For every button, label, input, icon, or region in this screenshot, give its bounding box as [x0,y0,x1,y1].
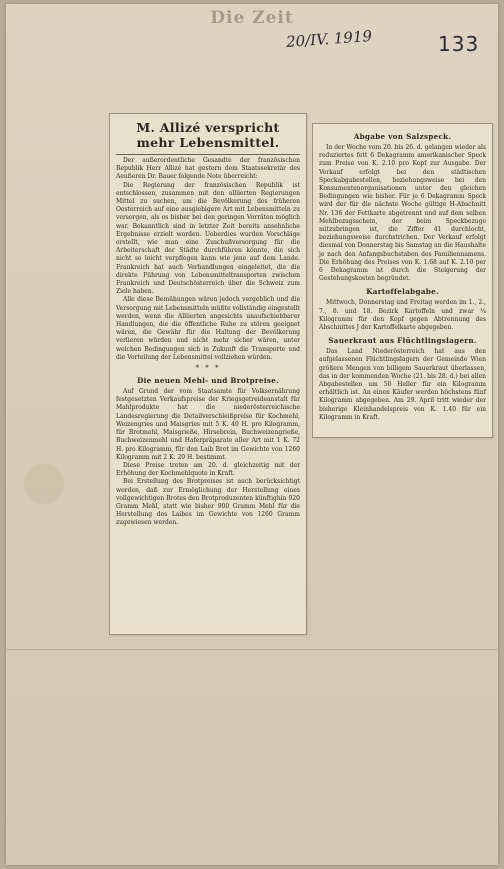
subheading: Abgabe von Salzspeck. [353,132,452,141]
article-paragraph: Diese Preise treten am 20. d. gleichzeitig mit der Erhöhung der Kochmehlquote in Kraft. [116,461,300,478]
paper-fold [6,649,498,650]
article-paragraph: Mittwoch, Donnerstag und Freitag werden im 1., 2., 7., 8. und 18. Bezirk Kartoffeln und zwar ¼ Kilogramm für den Kopf gegen Abtrennung des Abschnittes J der Kartoffelkarte abgegeben. [319,299,486,332]
paper-stain [24,464,64,504]
newspaper-masthead: Die Zeit [210,8,294,28]
handwritten-date: 20/IV. 1919 [285,27,373,51]
section-separator: * * * [195,364,221,373]
handwritten-number: 133 [438,32,480,56]
article-paragraph: Das Land Niederösterreich hat aus den aufgelassenen Flüchtlingslagern der Gemeinde Wien größere Mengen von billigem Sauerkraut überlassen, das in der kommenden Woche (21. bis 28. d.) bei allen Abgabestellen um 50 Heller für ein Kilogramm erhältlich ist. An einen Käufer werden höchstens fünf Kilogramm abgegeben. Am 29. April tritt wieder der bisherige Kleinhandelspreis von K. 1.40 für ein Kilogramm in Kraft. [319,348,486,421]
subheading: Sauerkraut aus Flüchtlingslagern. [328,336,477,346]
subheading: Die neuen Mehl- und Brotpreise. [137,376,279,386]
article-paragraph: In der Woche vom 20. bis 26. d. gelangen wieder als reduziertes fett 6 Dekagramm amerikanischer Speck zum Preise von K. 2.10 pro Kopf zur Ausgabe. Der Verkauf erfolgt bei den städtischen Speckabgabestellen, beziehungsweise bei den Konsumentenorganisationen unter den gleichen Bedingungen wie bisher. Für je 6 Dekagramm Speck wird der für die nächste Woche gültige H-Abschnitt Nr. 136 der Fettkarte abgetrennt und auf dem selben Mehlbezugsschein, der beim Speckbezuge mitzubringen ist, die Ziffer 41 durchlocht, beziehungsweise durchstrichen. Der Verkauf erfolgt diesmal von Donnerstag bis Samstag an die Haushalte je nach den Anfangsbuchstaben des Familiennamens. Die Erhöhung des Preises von K. 1.68 auf K. 2.10 per 6 Dekagramm ist durch die Steigerung der Gestehungskosten begründet. [319,144,486,283]
headline: M. Allizé verspricht mehr Lebensmittel. [136,120,280,150]
right-clipping [313,124,492,437]
subheading: Kartoffelabgabe. [366,287,439,297]
article-paragraph: Die Regierung der französischen Republik ist entschlossen, zusammen mit den alliierten Regierungen Mittel zu suchen, um die Bevölkerung des früheren Oesterreich auf eine ausgiebigere Art mit Lebensmitteln zu versorgen, als es bisher bei den geringen Vorräten möglich war. Bekanntlich sind in letzter Zeit bereits ansehnliche Ergebnisse erzielt worden. Ueberdies wurden Vorschläge erstellt, wie man eine Zuschußversorgung für die Arbeiterschaft der Städte durchführen könnte, die sich nicht so leicht verpflegen kann wie jene auf dem Lande. Frankreich hat auch Verhandlungen eingeleitet, die die direkte Führung von Lebensmitteltransporten zwischen Frankreich und Deutschösterreich über die Schweiz zum Ziele haben. [116,181,300,296]
divider [116,154,300,155]
article-paragraph: Alle diese Bemühungen wären jedoch vergeblich und die Versorgung mit Lebensmitteln müßte vollständig eingestellt werden, wenn die Alliierten angesichts unaufschiebbarer Handlungen, die die öffentliche Ruhe zu stören geeignet wären, die Gewähr für die Haltung der Bevölkerung verlieren würden und nicht mehr sicher wären, unter welchen Bedingungen sich in Zukunft die Transporte und die Verteilung der Lebensmittel vollziehen würden. [116,296,300,361]
article-paragraph: Der außerordentliche Gesandte der französischen Republik Herr Allizé hat gestern dem Staatssekretär des Aeußeren Dr. Bauer folgende Note überreicht: [116,157,300,181]
left-clipping [110,114,306,634]
article-paragraph: Auf Grund der vom Staatsamte für Volksernährung festgesetzten Verkaufspreise der Kriegsgetreideanstalt für Mahlprodukte hat die niederösterreichische Landesregierung die Detailverschleißpreise für Kochmehl, Weizengries und Maisgries mit 5 K. 40 H. pro Kilogramm, für Brotmehl, Maisgrieße, Hirsebrein, Buchweizengrieße, Buchweizenmehl und Haferpräparate aller Art mit 1 K. 72 H. pro Kilogramm, für den Laib Brot im Gewichte von 1260 Kilogramm mit 2 K. 20 H. bestimmt. [116,388,300,461]
archive-sheet [6,4,498,865]
article-paragraph: Bei Erstellung des Brotpreises ist auch berücksichtigt worden, daß zur Ermöglichung der Herstellung eines vollgewichtigen Brotes den Brotproduzenten künftighin 920 Gramm Mehl, statt wie bisher 900 Gramm Mehl für die Herstellung des Laibes im Gewichte von 1260 Gramm zugewiesen werden. [116,478,300,527]
